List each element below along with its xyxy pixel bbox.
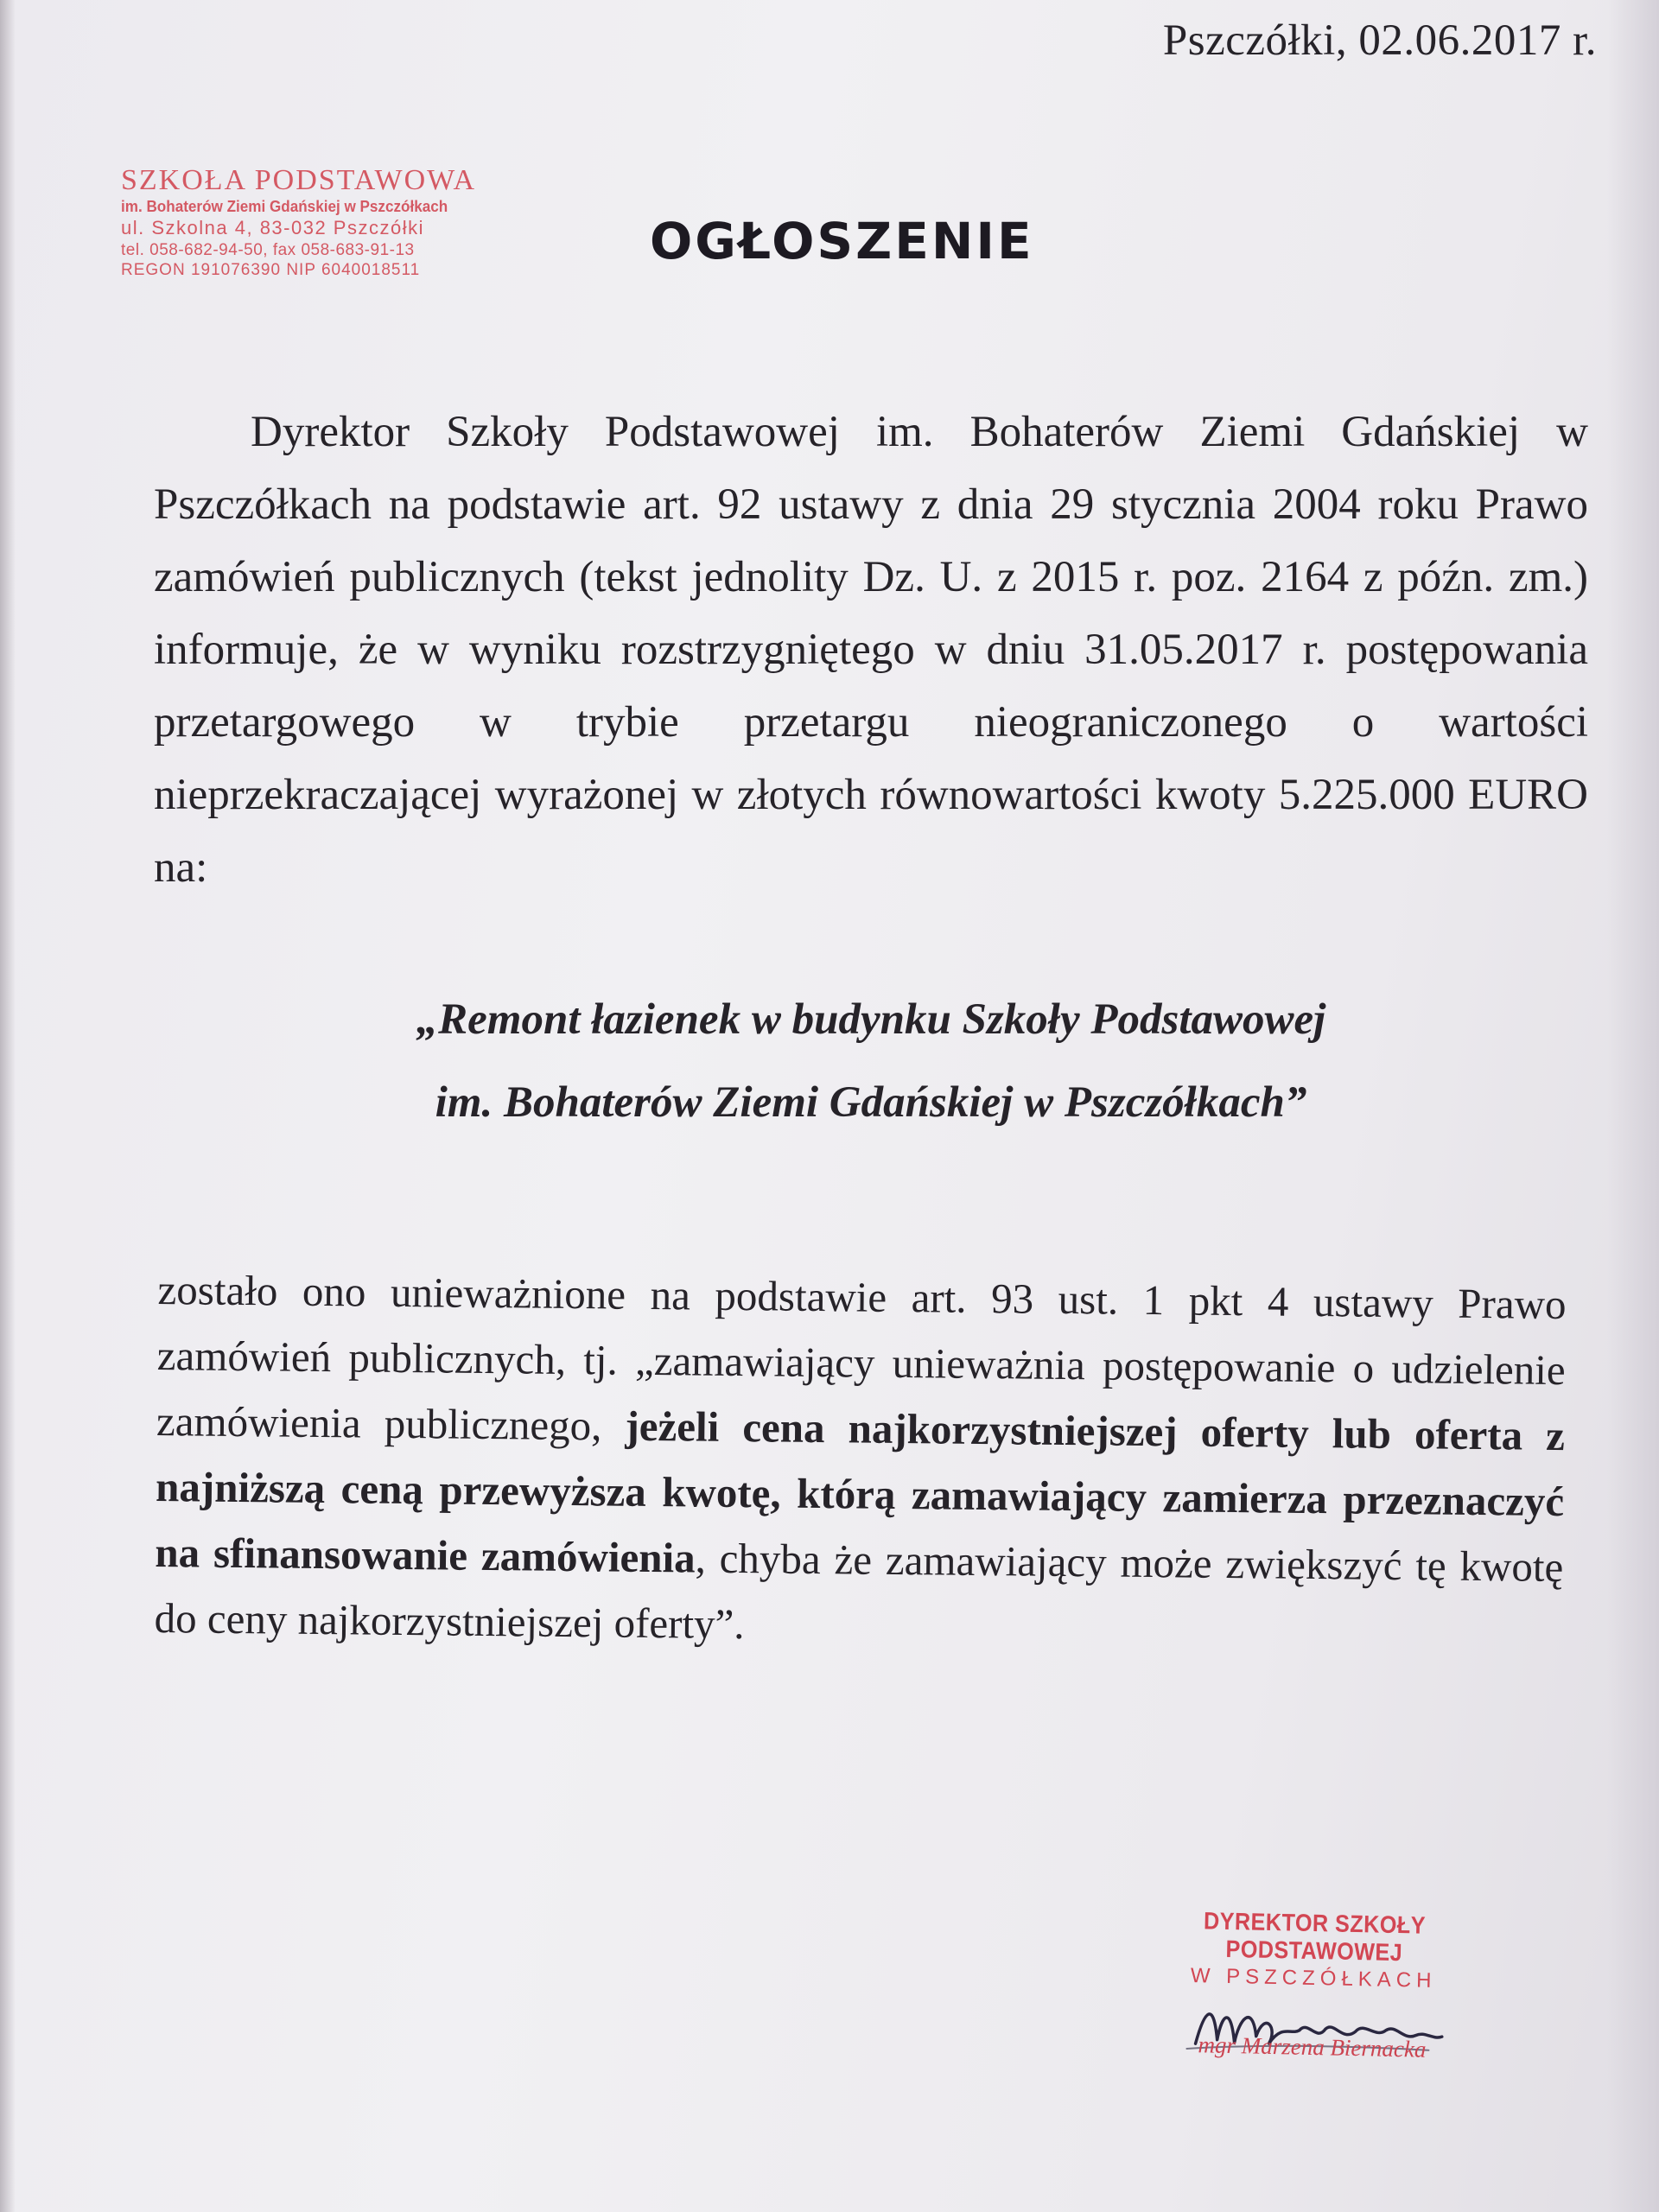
director-name: mgr Marzena Biernacka (1198, 2031, 1427, 2063)
tender-subject-line-1: „Remont łazienek w budynku Szkoły Podstawowej (416, 995, 1326, 1044)
announcement-paragraph: Dyrektor Szkoły Podstawowej im. Bohaterów Ziemi Gdańskiej w Pszczółkach na podstawie art. 92 ustawy z dnia 29 stycznia 2004 roku Prawo zamówień publicznych (tekst jednolity Dz. U. z 2015 r. poz. 2164 z późn. zm.) informuje, że w wyniku rozstrzygniętego w dniu 31.05.2017 r. postępowania przetargowego w trybie przetargu nieograniczonego o wartości nieprzekraczającej wyrażonej w złotych równowartości kwoty 5.225.000 EURO na: (154, 408, 1588, 892)
cancellation-paragraph (154, 1257, 1567, 1666)
director-stamp-title: DYREKTOR SZKOŁY PODSTAWOWEJ (1203, 1907, 1427, 1967)
tender-subject (154, 995, 1588, 1164)
document-date: Pszczółki, 02.06.2017 r. (1162, 16, 1597, 65)
stamp-line-school: SZKOŁA PODSTAWOWA (121, 164, 477, 196)
stamp-line-address: ul. Szkolna 4, 83-032 Pszczółki (121, 217, 424, 239)
school-stamp (121, 162, 501, 276)
stamp-line-regon: REGON 191076390 NIP 6040018511 (121, 261, 421, 276)
cancellation-bold-clause: jeżeli cena najkorzystniejszej oferty lub oferta z najniższą ceną przewyższa kwotę, którą zamawiający zamierza przeznaczyć na sfinansowanie zamówienia (155, 1402, 1566, 1582)
tender-subject-line-2: im. Bohaterów Ziemi Gdańskiej w Pszczółkach” (435, 1078, 1307, 1127)
cancellation-text-2: , chyba że zamawiający może zwiększyć tę kwotę do ceny najkorzystniejszej oferty”. (154, 1534, 1564, 1649)
stamp-line-phone: tel. 058-682-94-50, fax 058-683-91-13 (121, 241, 415, 260)
director-stamp-location: W PSZCZÓŁKACH (1190, 1964, 1437, 1993)
cancellation-text-1: zostało ono unieważnione na podstawie art. 93 ust. 1 pkt 4 ustawy Prawo zamówień publicznych, tj. „zamawiający unieważnia postępowanie o udzielenie zamówienia publicznego, (156, 1265, 1567, 1450)
director-stamp (1113, 1905, 1514, 2065)
stamp-line-patron: im. Bohaterów Ziemi Gdańskiej w Pszczółkach (121, 198, 448, 216)
document-title: OGŁOSZENIE (650, 212, 1034, 270)
